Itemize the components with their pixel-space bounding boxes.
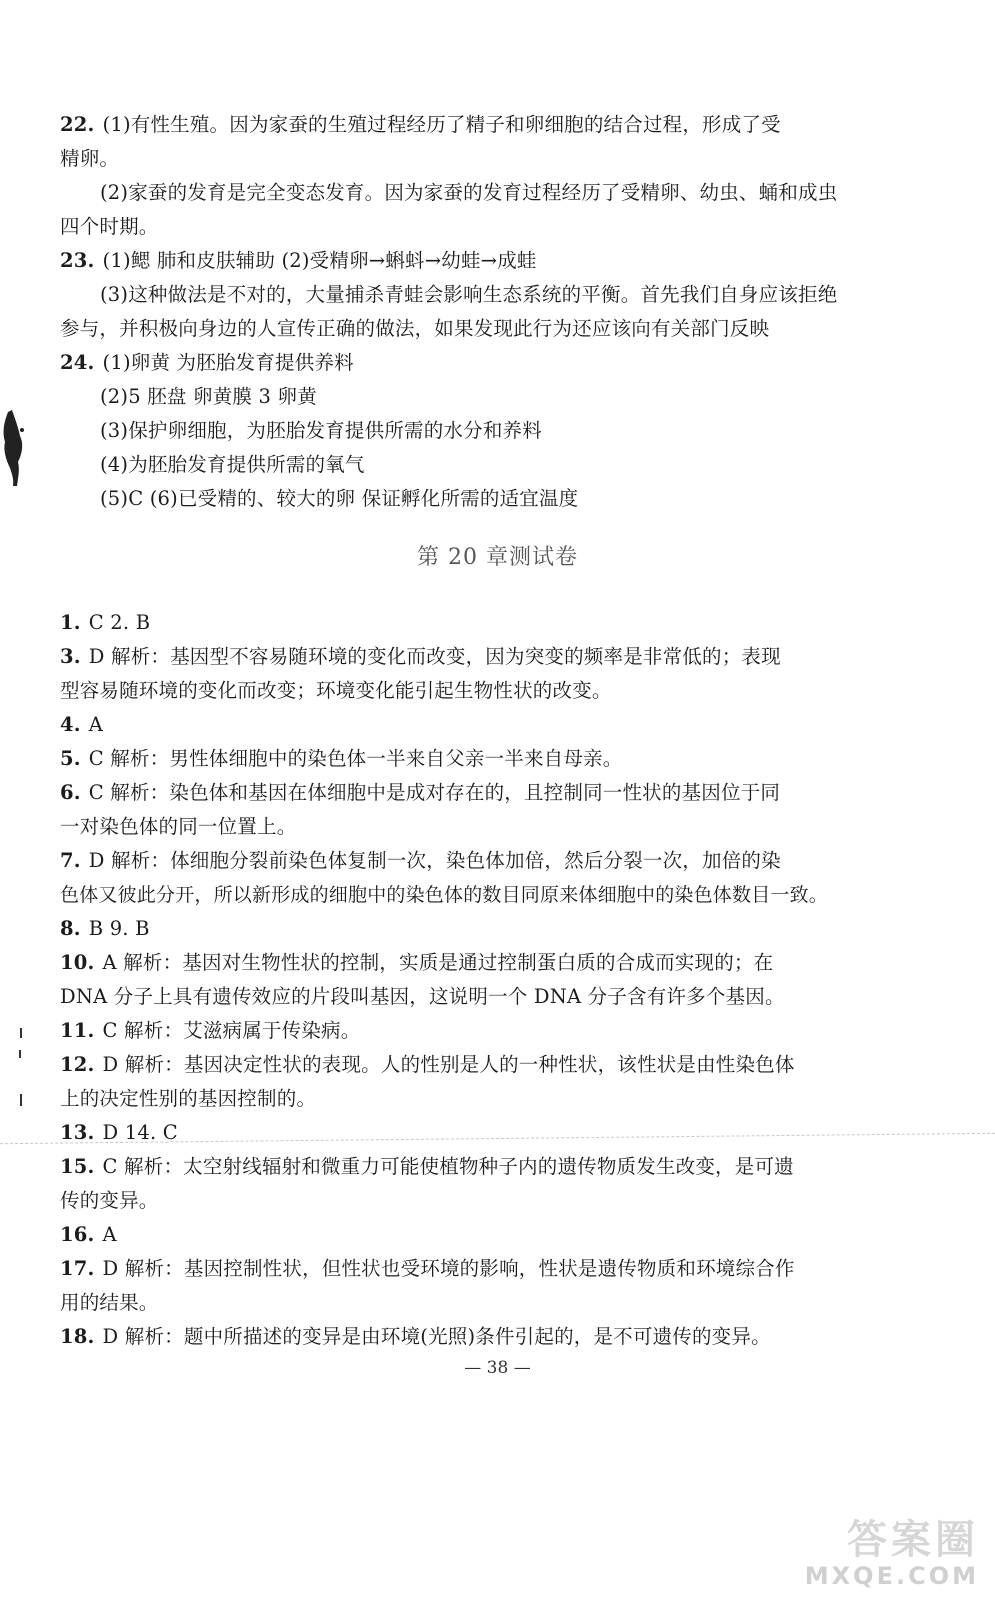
answer-line: 12. D 解析：基因决定性状的表现。人的性别是人的一种性状，该性状是由性染色体 — [60, 1053, 795, 1076]
answer-line: 22. (1)有性生殖。因为家蚕的生殖过程经历了精子和卵细胞的结合过程，形成了受 — [60, 113, 781, 136]
answer-line: 4. A — [60, 713, 104, 736]
watermark-en: MXQE.COM — [804, 1562, 979, 1590]
answer-line: 23. (1)鳃 肺和皮肤辅助 (2)受精卵→蝌蚪→幼蛙→成蛙 — [60, 249, 537, 272]
answer-line: (3)这种做法是不对的，大量捕杀青蛙会影响生态系统的平衡。首先我们自身应该拒绝 — [100, 283, 838, 306]
answer-line: (3)保护卵细胞，为胚胎发育提供所需的水分和养料 — [100, 419, 542, 442]
ink-blot-icon — [0, 408, 30, 488]
answer-line: 传的变异。 — [60, 1189, 159, 1212]
answer-line: 16. A — [60, 1223, 117, 1246]
answer-line: 参与，并积极向身边的人宣传正确的做法，如果发现此行为还应该向有关部门反映 — [60, 317, 770, 340]
watermark-cn: 答案圈 — [847, 1517, 979, 1563]
answer-line: 13. D 14. C — [60, 1121, 178, 1144]
page-number: — 38 — — [464, 1358, 531, 1378]
answer-line: (4)为胚胎发育提供所需的氧气 — [100, 453, 365, 476]
answer-line: 5. C 解析：男性体细胞中的染色体一半来自父亲一半来自母亲。 — [60, 747, 623, 770]
answer-line: (2)5 胚盘 卵黄膜 3 卵黄 — [100, 385, 317, 408]
answer-line: 型容易随环境的变化而改变；环境变化能引起生物性状的改变。 — [60, 679, 612, 702]
scan-mark-icon — [18, 1028, 24, 1108]
answer-line: 精卵。 — [60, 147, 120, 170]
answer-line: 8. B 9. B — [60, 917, 150, 940]
answer-line: 色体又彼此分开，所以新形成的细胞中的染色体的数目同原来体细胞中的染色体数目一致。 — [60, 884, 829, 906]
answer-line: 17. D 解析：基因控制性状，但性状也受环境的影响，性状是遗传物质和环境综合作 — [60, 1257, 795, 1280]
answer-line: (2)家蚕的发育是完全变态发育。因为家蚕的发育过程经历了受精卵、幼虫、蛹和成虫 — [100, 181, 838, 204]
answer-line: 11. C 解析：艾滋病属于传染病。 — [60, 1019, 361, 1042]
answer-line: 7. D 解析：体细胞分裂前染色体复制一次，染色体加倍，然后分裂一次，加倍的染 — [60, 849, 781, 872]
answer-line: 1. C 2. B — [60, 611, 151, 634]
answer-line: (5)C (6)已受精的、较大的卵 保证孵化所需的适宜温度 — [100, 487, 579, 510]
section-title: 第 20 章测试卷 — [417, 545, 578, 570]
answer-line: 10. A 解析：基因对生物性状的控制，实质是通过控制蛋白质的合成而实现的；在 — [60, 951, 774, 974]
answer-line: 15. C 解析：太空射线辐射和微重力可能使植物种子内的遗传物质发生改变，是可遗 — [60, 1155, 794, 1178]
answer-line: 四个时期。 — [60, 215, 159, 238]
answer-line: 6. C 解析：染色体和基因在体细胞中是成对存在的，且控制同一性状的基因位于同 — [60, 781, 781, 804]
watermark — [719, 1508, 989, 1590]
answer-line: 用的结果。 — [60, 1291, 159, 1314]
answer-line: 18. D 解析：题中所描述的变异是由环境(光照)条件引起的，是不可遗传的变异。 — [60, 1325, 771, 1348]
answer-line: 上的决定性别的基因控制的。 — [60, 1087, 317, 1110]
answer-line: DNA 分子上具有遗传效应的片段叫基因，这说明一个 DNA 分子含有许多个基因。 — [60, 985, 785, 1008]
answer-line: 3. D 解析：基因型不容易随环境的变化而改变，因为突变的频率是非常低的；表现 — [60, 645, 781, 668]
answer-line: 24. (1)卵黄 为胚胎发育提供养料 — [60, 351, 354, 374]
answer-line: 一对染色体的同一位置上。 — [60, 815, 297, 838]
